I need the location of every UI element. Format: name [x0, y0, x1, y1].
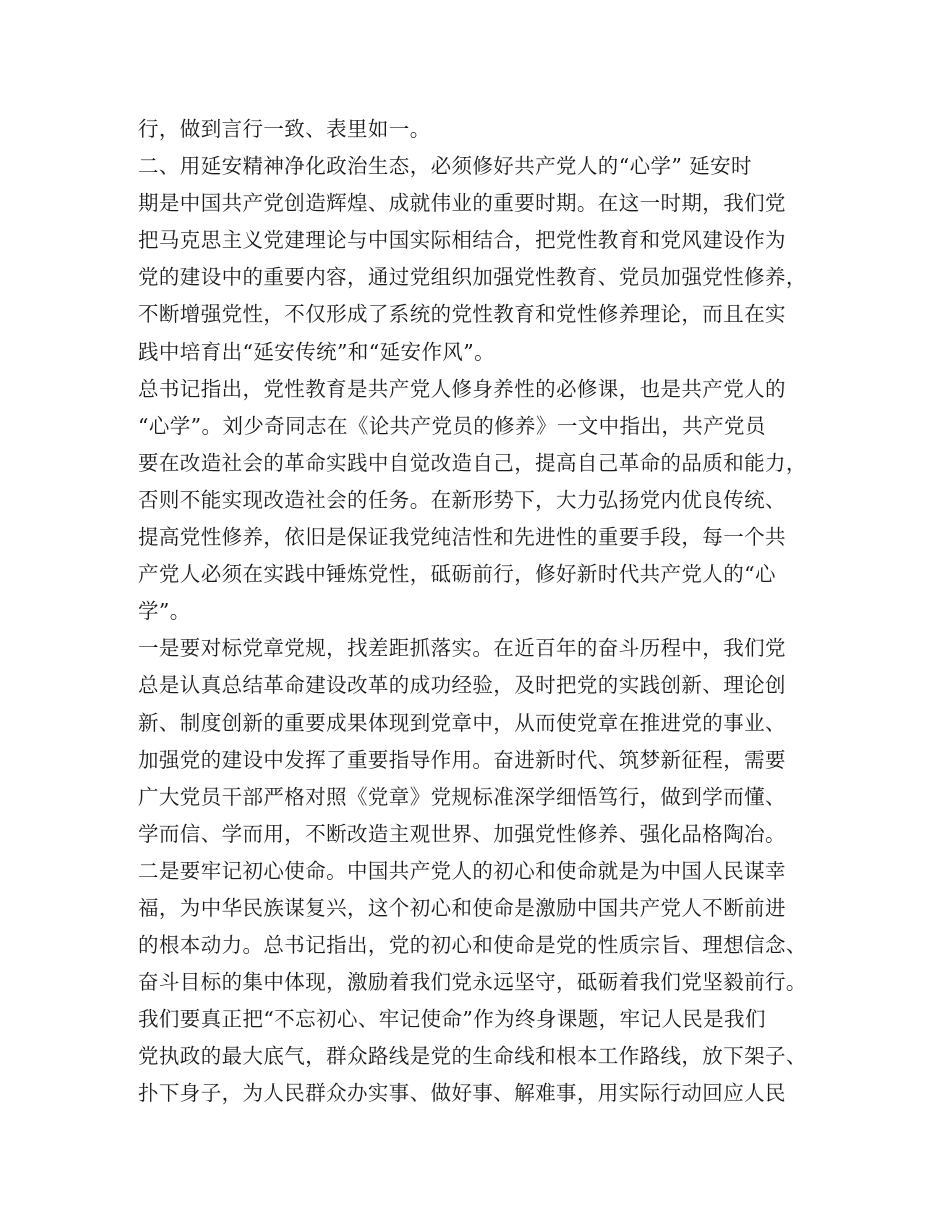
text-line: 我们要真正把“不忘初心、牢记使命”作为终身课题，牢记人民是我们	[138, 1007, 766, 1032]
text-line: 一是要对标党章党规，找差距抓落实。在近百年的奋斗历程中，我们党	[138, 636, 786, 661]
text-line: 二是要牢记初心使命。中国共产党人的初心和使命就是为中国人民谋幸	[138, 858, 786, 883]
text-line: 行，做到言行一致、表里如一。	[138, 117, 431, 141]
text-line: 奋斗目标的集中体现，激励着我们党永远坚守，砥砺着我们党坚毅前行。	[138, 970, 807, 995]
text-line: 践中培育出“延安传统”和“延安作风”。	[138, 339, 496, 364]
text-line: 提高党性修养，依旧是保证我党纯洁性和先进性的重要手段，每一个共	[138, 525, 786, 550]
text-line: 把马克思主义党建理论与中国实际相结合，把党性教育和党风建设作为	[138, 228, 786, 253]
text-line: 否则不能实现改造社会的任务。在新形势下，大力弘扬党内优良传统、	[138, 487, 786, 512]
text-line: 期是中国共产党创造辉煌、成就伟业的重要时期。在这一时期，我们党	[138, 191, 786, 216]
text-line: 学”。	[138, 599, 191, 624]
text-line: “心学”。刘少奇同志在《论共产党员的修养》一文中指出，共产党员	[138, 413, 766, 438]
text-line: 党执政的最大底气，群众路线是党的生命线和根本工作路线，放下架子、	[138, 1044, 807, 1069]
text-line: 广大党员干部严格对照《党章》党规标准深学细悟笃行，做到学而懂、	[138, 784, 786, 809]
text-line: 要在改造社会的革命实践中自觉改造自己，提高自己革命的品质和能力，	[138, 450, 807, 475]
text-line: 的根本动力。总书记指出，党的初心和使命是党的性质宗旨、理想信念、	[138, 933, 807, 958]
text-line: 产党人必须在实践中锤炼党性，砥砺前行，修好新时代共产党人的“心	[138, 562, 776, 587]
text-line: 总书记指出，党性教育是共产党人修身养性的必修课，也是共产党人的	[138, 376, 786, 401]
text-line: 党的建设中的重要内容，通过党组织加强党性教育、党员加强党性修养，	[138, 265, 807, 290]
section-heading-line: 二、用延安精神净化政治生态，必须修好共产党人的“心学” 延安时	[138, 154, 752, 179]
text-line: 福，为中华民族谋复兴，这个初心和使命是激励中国共产党人不断前进	[138, 895, 786, 920]
text-line: 总是认真总结革命建设改革的成功经验，及时把党的实践创新、理论创	[138, 673, 786, 698]
text-line: 新、制度创新的重要成果体现到党章中，从而使党章在推进党的事业、	[138, 710, 786, 735]
text-line: 学而信、学而用，不断改造主观世界、加强党性修养、强化品格陶冶。	[138, 821, 786, 846]
text-line: 不断增强党性，不仅形成了系统的党性教育和党性修养理论，而且在实	[138, 302, 786, 327]
text-line: 扑下身子，为人民群众办实事、做好事、解难事，用实际行动回应人民	[138, 1081, 786, 1106]
text-line: 加强党的建设中发挥了重要指导作用。奋进新时代、筑梦新征程，需要	[138, 747, 786, 772]
document-body	[138, 111, 838, 1113]
